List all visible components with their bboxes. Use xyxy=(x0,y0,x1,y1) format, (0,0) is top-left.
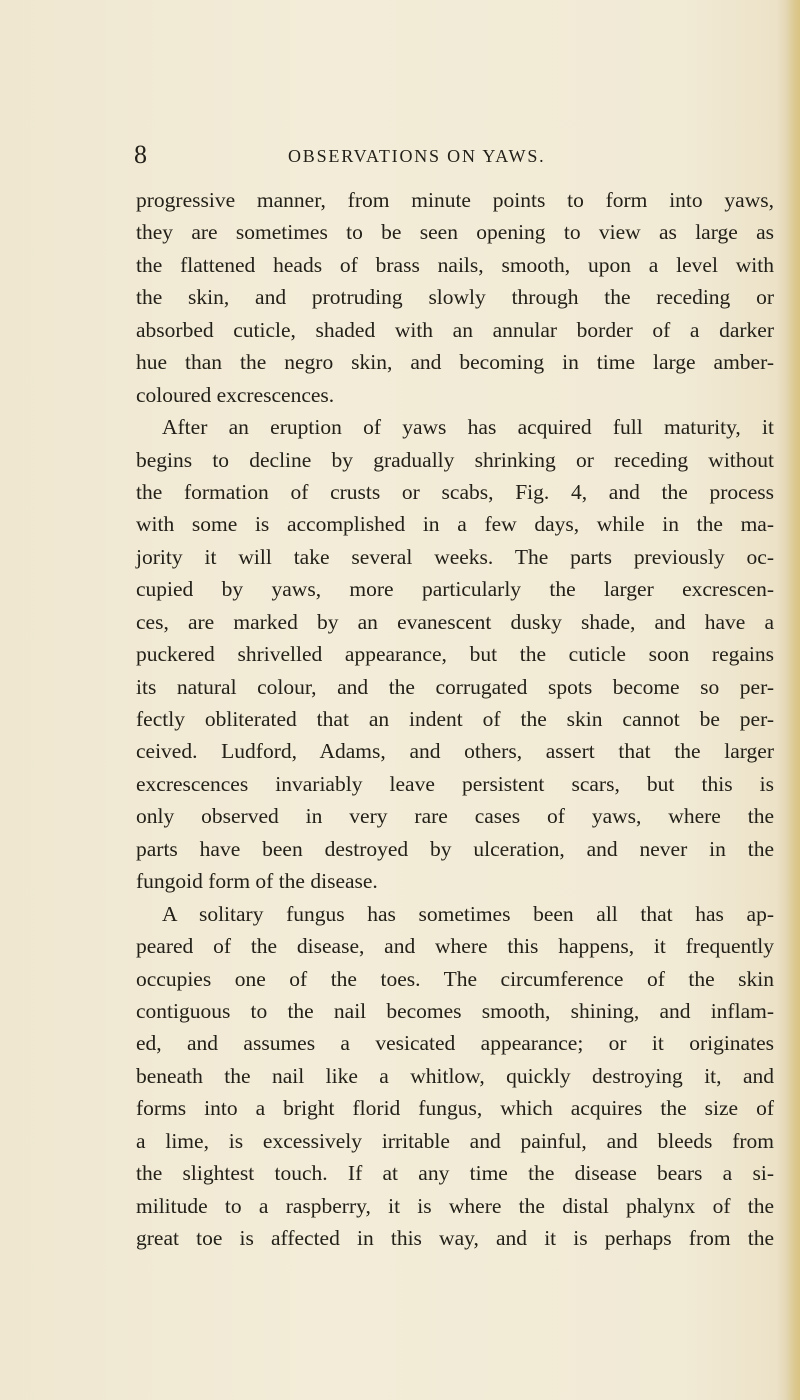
text-line: the slightest touch. If at any time the disease bears a si- xyxy=(136,1161,774,1186)
text-line: contiguous to the nail becomes smooth, shining, and inflam- xyxy=(136,998,774,1023)
text-line: militude to a raspberry, it is where the distal phalynx of the xyxy=(136,1193,774,1218)
text-line: ceived. Ludford, Adams, and others, assert that the larger xyxy=(136,739,774,764)
text-line: the formation of crusts or scabs, Fig. 4, and the process xyxy=(136,479,774,504)
body-text xyxy=(136,184,774,1254)
text-line: great toe is affected in this way, and it is perhaps from the xyxy=(136,1226,774,1250)
paragraph-start-line: A solitary fungus has sometimes been all that has ap- xyxy=(162,901,774,926)
running-title: OBSERVATIONS ON YAWS. xyxy=(288,146,546,166)
text-line: a lime, is excessively irritable and painful, and bleeds from xyxy=(136,1128,774,1153)
text-line: they are sometimes to be seen opening to view as large as xyxy=(136,220,774,245)
text-line: puckered shrivelled appearance, but the cuticle soon regains xyxy=(136,642,774,667)
text-line: coloured excrescences. xyxy=(136,382,335,407)
text-line: jority it will take several weeks. The parts previously oc- xyxy=(136,544,774,569)
paragraph-start-line: After an eruption of yaws has acquired full maturity, it xyxy=(162,415,774,440)
text-line: forms into a bright florid fungus, which acquires the size of xyxy=(136,1096,774,1121)
text-line: only observed in very rare cases of yaws, where the xyxy=(136,804,774,829)
text-line: begins to decline by gradually shrinking or receding without xyxy=(136,447,774,472)
text-line: absorbed cuticle, shaded with an annular border of a darker xyxy=(136,317,774,342)
text-line: cupied by yaws, more particularly the larger excrescen- xyxy=(136,577,774,602)
text-line: ces, are marked by an evanescent dusky shade, and have a xyxy=(136,609,774,634)
text-line: progressive manner, from minute points to form into yaws, xyxy=(136,188,774,212)
text-line: with some is accomplished in a few days, while in the ma- xyxy=(136,512,774,537)
page-edge-stain xyxy=(786,0,800,1400)
text-line: hue than the negro skin, and becoming in time large amber- xyxy=(136,350,774,375)
text-line: fungoid form of the disease. xyxy=(136,869,378,894)
text-line: beneath the nail like a whitlow, quickly destroying it, and xyxy=(136,1063,774,1088)
page-number: 8 xyxy=(134,140,147,169)
text-line: ed, and assumes a vesicated appearance; or it originates xyxy=(136,1031,774,1056)
text-line: the skin, and protruding slowly through the receding or xyxy=(136,285,774,310)
text-line: its natural colour, and the corrugated spots become so per- xyxy=(136,674,774,699)
text-line: occupies one of the toes. The circumference of the skin xyxy=(136,966,774,991)
text-line: the flattened heads of brass nails, smooth, upon a level with xyxy=(136,252,774,277)
text-line: parts have been destroyed by ulceration, and never in the xyxy=(136,836,774,861)
text-line: peared of the disease, and where this happens, it frequently xyxy=(136,934,774,959)
page-header xyxy=(0,140,800,170)
text-line: excrescences invariably leave persistent scars, but this is xyxy=(136,771,774,796)
text-line: fectly obliterated that an indent of the skin cannot be per- xyxy=(136,707,774,731)
